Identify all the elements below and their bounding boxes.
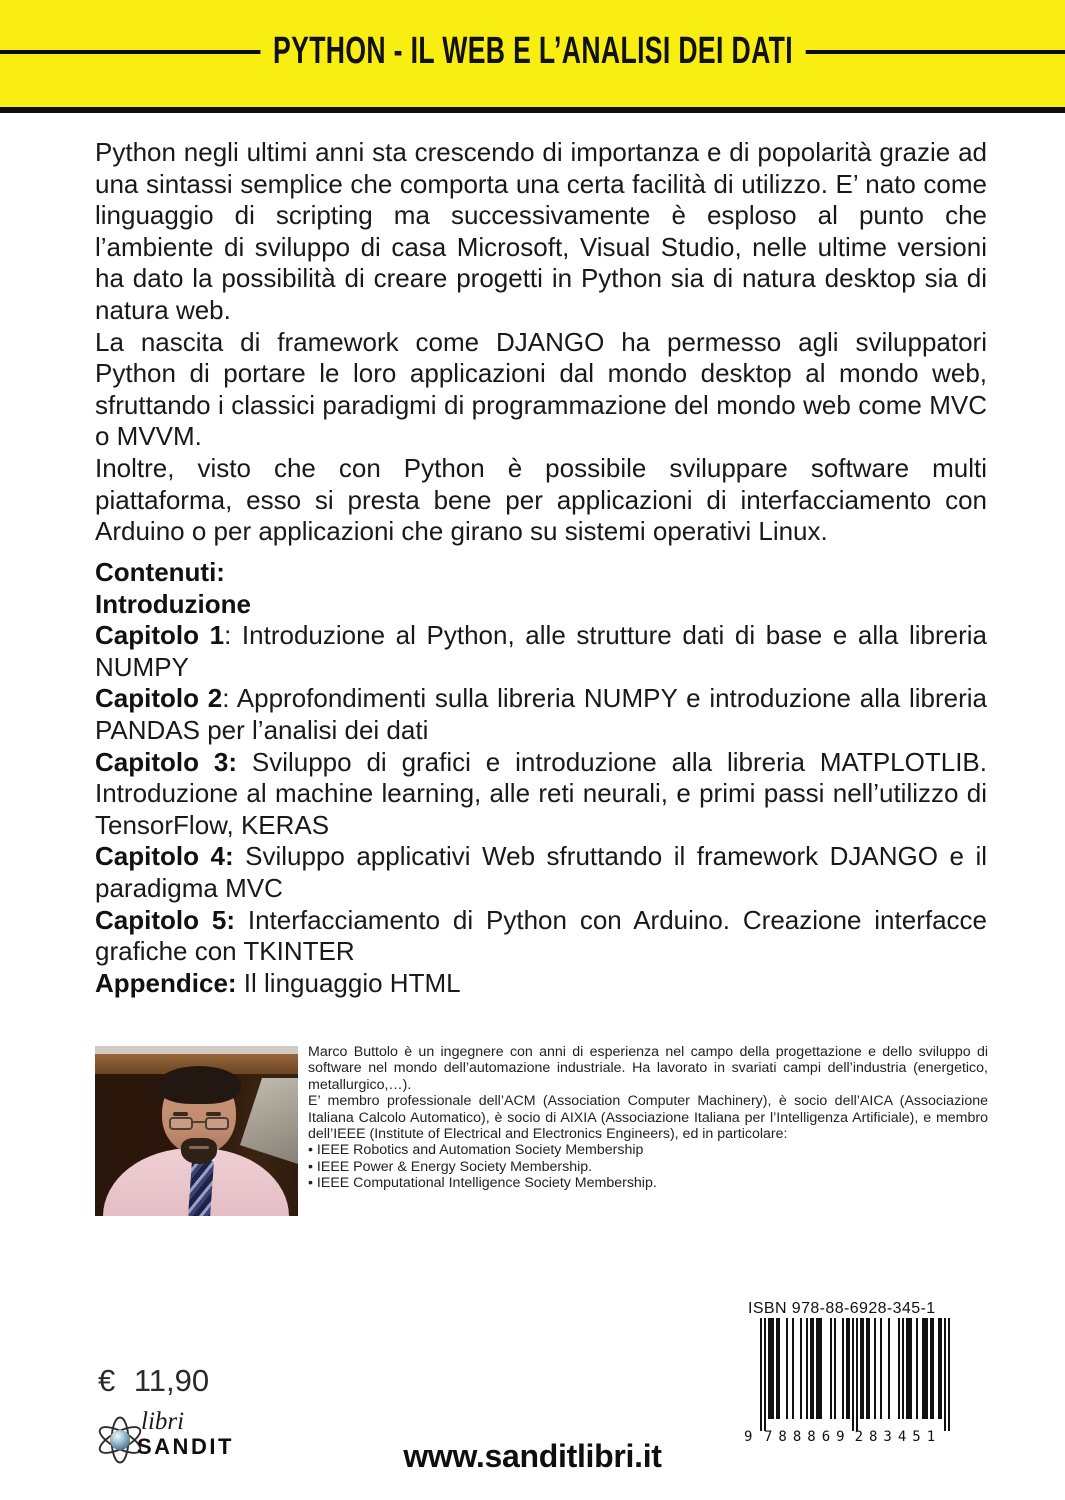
book-title: PYTHON - IL WEB E L’ANALISI DEI DATI [260, 31, 805, 71]
bio-bullet: • IEEE Computational Intelligence Society Membership. [308, 1175, 657, 1192]
photo-glasses [169, 1117, 229, 1132]
contents-item: Capitolo 4: Sviluppo applicativi Web sfruttando il framework DJANGO e il paradigma MVC [95, 841, 987, 903]
description-paragraph: Inoltre, visto che con Python è possibile sviluppare software multi piattaforma, esso si presta bene per applicazioni di interfacciamento con Arduino o per applicazioni che girano su sistemi operativi Linux. [95, 452, 987, 547]
bio-bullet: • IEEE Robotics and Automation Society Membership [308, 1142, 644, 1159]
contents-item: Capitolo 3: Sviluppo di grafici e introduzione alla libreria MATPLOTLIB. Introduzione al machine learning, alle reti neurali, e primi passi nell’utilizzo di TensorFlow, KERAS [95, 746, 987, 840]
website-url: www.sanditlibri.it [403, 1438, 662, 1474]
contents-item: Capitolo 1: Introduzione al Python, alle strutture dati di base e alla libreria NUMPY [95, 620, 987, 682]
contents-heading: Contenuti: [95, 557, 225, 587]
photo-eyebrow [206, 1112, 221, 1116]
price: € 11,90 [98, 1363, 210, 1398]
publisher-name: SANDIT [137, 1434, 234, 1459]
header-band [0, 0, 1065, 113]
contents-item: Appendice: Il linguaggio HTML [95, 967, 461, 998]
bio-paragraph: E’ membro professionale dell’ACM (Association Computer Machinery), è socio dell’AICA (Associazione Italiana Calcolo Automatico), è socio di AIXIA (Associazione Italiana per l’Intelligenza Artificiale), e membro dell’IEEE (Institute of Electrical and Electronics Engineers), ed in particolare: [308, 1093, 988, 1143]
bio-bullet: • IEEE Power & Energy Society Membership. [308, 1158, 593, 1175]
contents-item: Introduzione [95, 588, 251, 619]
photo-eyebrow [173, 1112, 188, 1116]
author-bio [308, 1044, 988, 1192]
author-section [95, 1046, 988, 1216]
contents-item: Capitolo 2: Approfondimenti sulla libreria NUMPY e introduzione alla libreria PANDAS per l’analisi dei dati [95, 683, 988, 745]
photo-tie [188, 1159, 214, 1216]
barcode-icon [760, 1318, 950, 1431]
author-photo [95, 1046, 298, 1216]
description [95, 137, 987, 548]
publisher-imprint: libri [141, 1408, 185, 1435]
photo-wall [95, 1046, 298, 1054]
bio-paragraph: Marco Buttolo è un ingegnere con anni di esperienza nel campo della progettazione e dello sviluppo di software nel mondo dell’automazione industriale. Ha lavorato in svariati campi dell’industria (energetico, metallurgico,…). [308, 1044, 988, 1093]
photo-goatee [181, 1138, 217, 1164]
description-paragraph: Python negli ultimi anni sta crescendo di importanza e di popolarità grazie ad una sintassi semplice che comporta una certa facilità di utilizzo. E’ nato come linguaggio di scripting ma successivamente è esploso al punto che l’ambiente di sviluppo di casa Microsoft, Visual Studio, nelle ultime versioni ha dato la possibilità di creare progetti in Python sia di natura desktop sia di natura web. [95, 137, 987, 325]
isbn-label: ISBN 978-88-6928-345-1 [748, 1300, 936, 1317]
contents-section [95, 557, 987, 999]
contents-item: Capitolo 5: Interfacciamento di Python con Arduino. Creazione interfacce grafiche con TKINTER [95, 904, 987, 967]
header-bottom-bar [0, 107, 1065, 113]
description-paragraph: La nascita di framework come DJANGO ha permesso agli sviluppatori Python di portare le loro applicazioni dal mondo desktop al mondo web, sfruttando i classici paradigmi di programmazione del mondo web come MVC o MVVM. [95, 326, 987, 452]
photo-hair [157, 1066, 241, 1104]
photo-mouth [189, 1146, 209, 1149]
barcode-digits: 9 788869 283451 [744, 1429, 942, 1445]
